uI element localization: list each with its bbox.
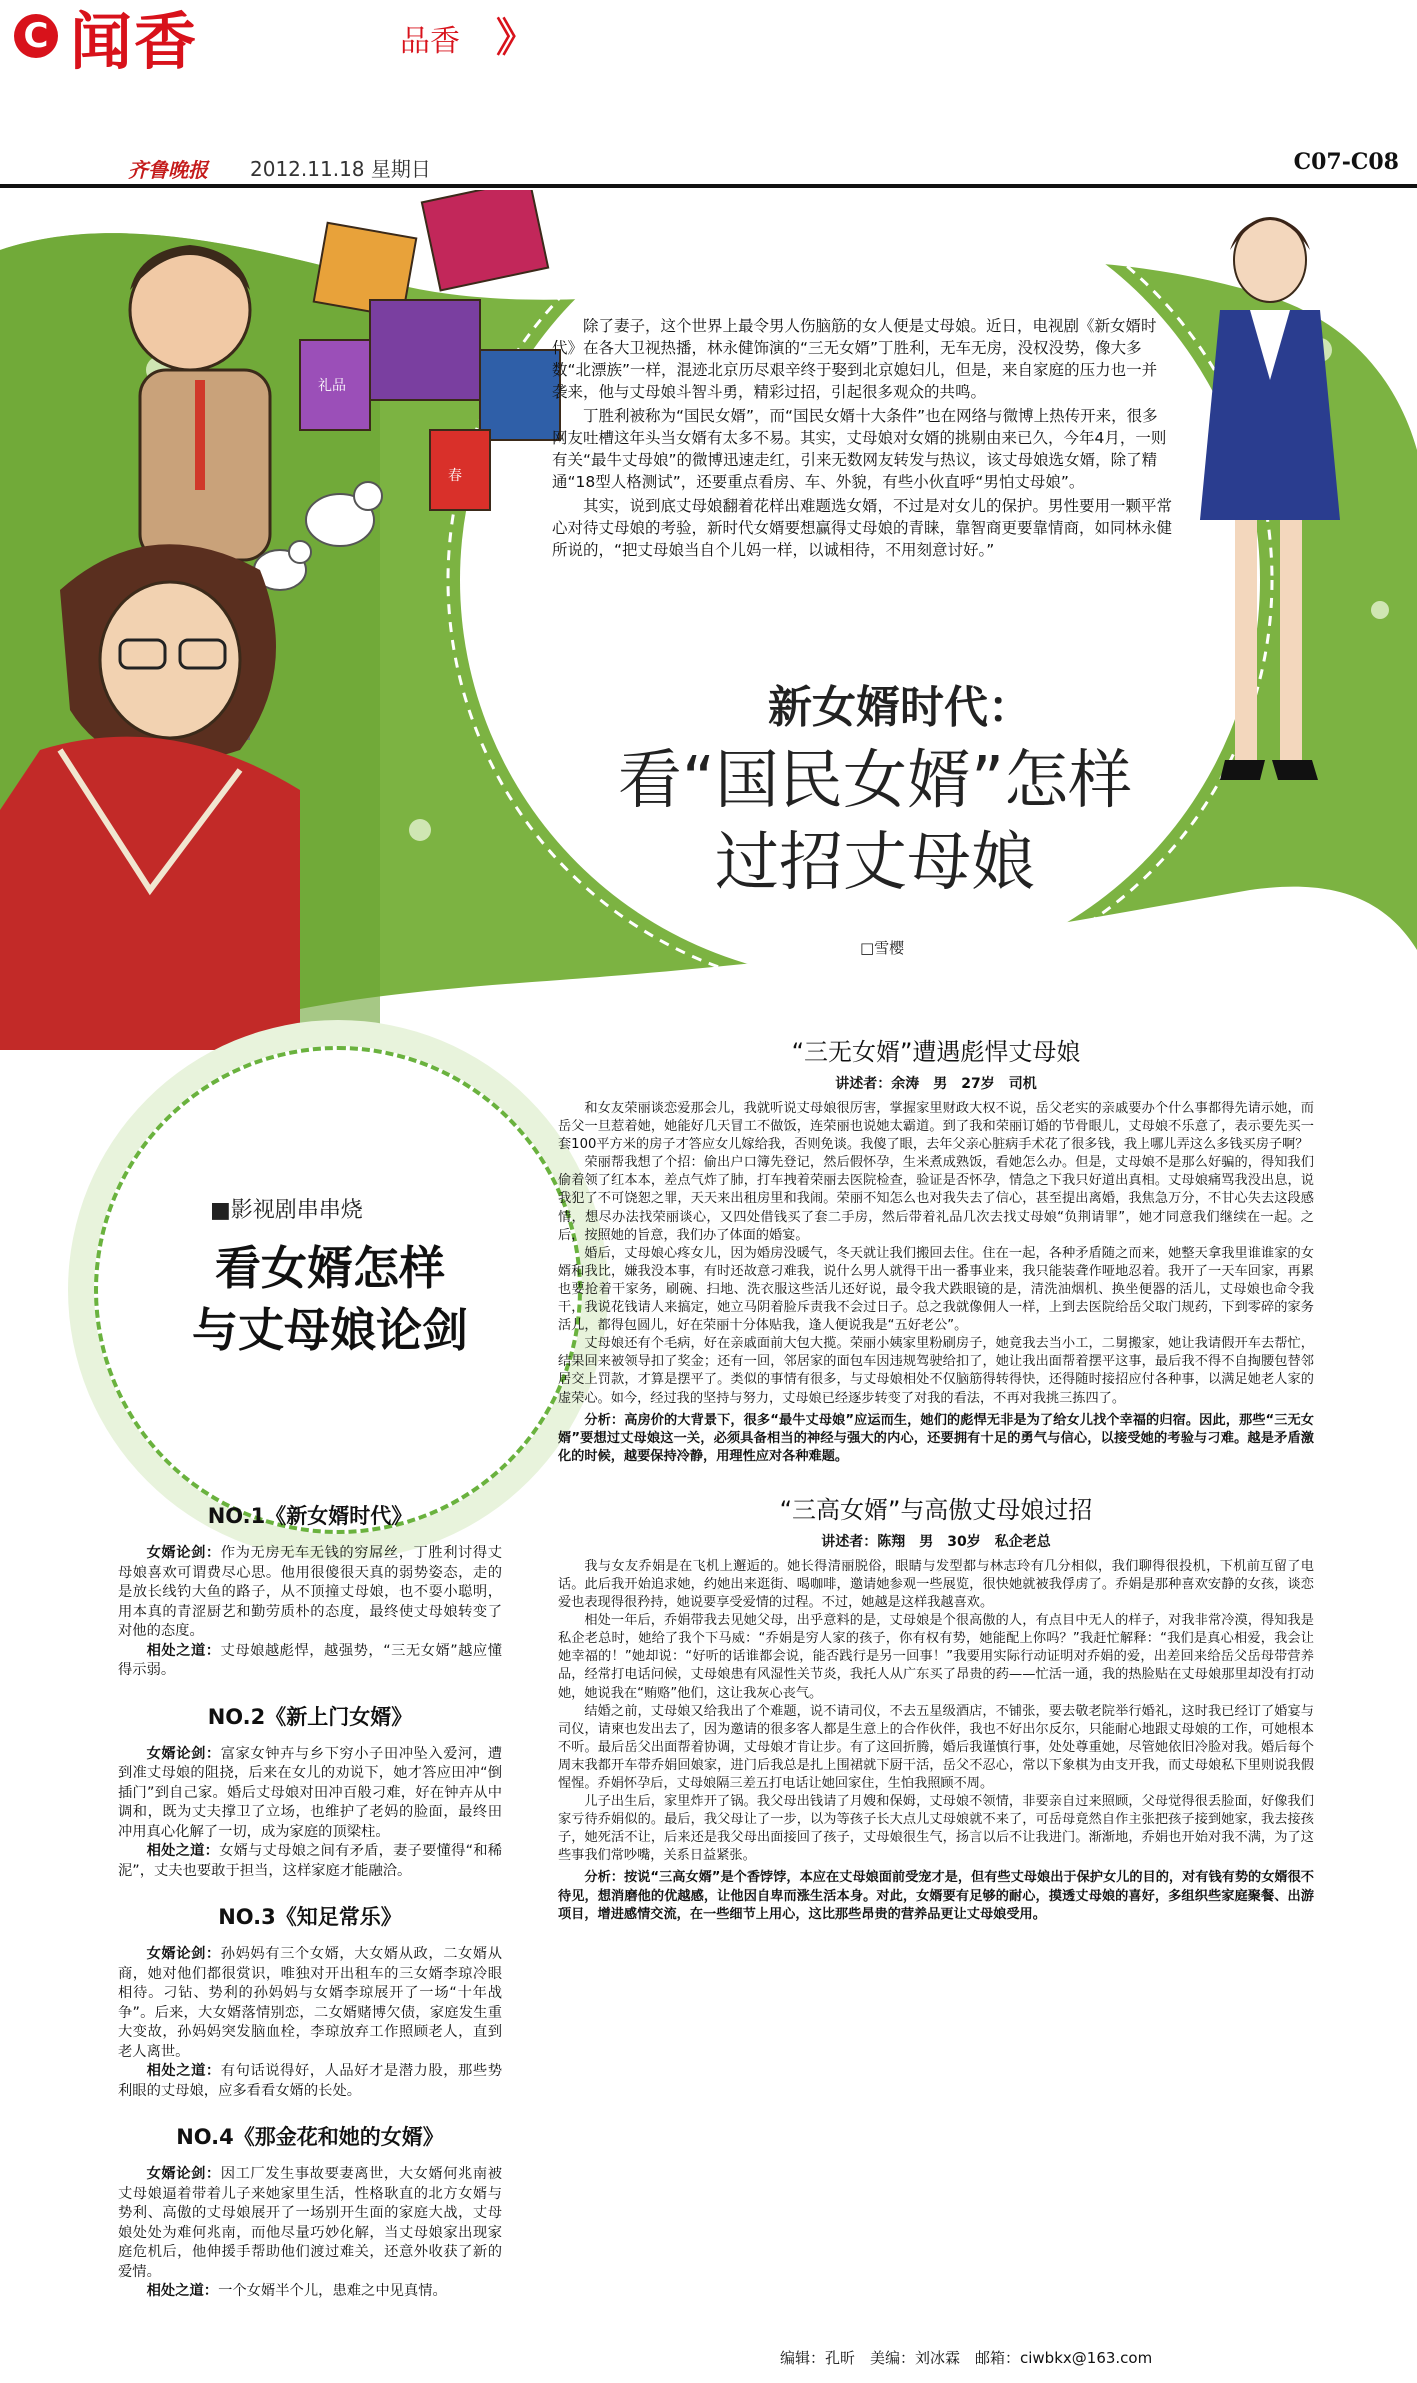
- text: 女婿与丈母娘之间有矛盾，妻子要懂得“和稀泥”，丈夫也要敢于担当，这样家庭才能融洽。: [118, 1843, 502, 1879]
- intro-paragraph: 其实，说到底丈母娘翻着花样出难题选女婿，不过是对女儿的保护。男性要用一颗平常心对待丈母娘的考验，新时代女婿要想赢得丈母娘的青睐，靠智商更要靠情商，如同林永健所说的，“把丈母娘当自个儿妈一样，以诚相待，不用刻意讨好。”: [552, 497, 1173, 559]
- sidebar-item-text: [118, 1544, 502, 1642]
- label: 相处之道：: [146, 1843, 220, 1859]
- sidebar-item-heading: NO.1《新女婿时代》: [207, 1504, 413, 1528]
- issue-date: 2012.11.18 星期日: [250, 157, 431, 181]
- header-rule: [0, 184, 1417, 188]
- headline-line-1: 看“国民女婿”怎样: [617, 744, 1133, 818]
- sidebar-item: [118, 1703, 502, 1882]
- sidebar-item: [118, 1502, 502, 1681]
- text: 一个女婿半个儿，患难之中见真情。: [218, 2283, 447, 2299]
- sidebar-item: [118, 1903, 502, 2101]
- text: 作为无房无车无钱的穷屌丝，丁胜利讨得丈母娘喜欢可谓费尽心思。他用很傻很天真的弱势姿态，走的是放长线钓大鱼的路子，从不顶撞丈母娘，也不耍小聪明，用本真的青涩厨艺和勤劳质朴的态度，最终使丈母娘转变了对他的态度。: [118, 1545, 502, 1639]
- sidebar-item-text: [118, 1642, 502, 1681]
- story-analysis: 分析：高房价的大背景下，很多“最牛丈母娘”应运而生，她们的彪悍无非是为了给女儿找个幸福的归宿。因此，那些“三无女婿”要想过丈母娘这一关，必须具备相当的神经与强大的内心，还要拥有十足的勇气与信心，以接受她的考验与刁难。越是矛盾激化的时候，越要保持冷静，用理性应对各种难题。: [558, 1412, 1314, 1464]
- text: 丈母娘越彪悍，越强势，“三无女婿”越应懂得示弱。: [118, 1642, 503, 1678]
- story-heading: “三高女婿”与高傲丈母娘过招: [779, 1495, 1093, 1524]
- story-paragraph: 荣丽帮我想了个招：偷出户口簿先登记，然后假怀孕，生米煮成熟饭，看她怎么办。但是，丈母娘不是那么好骗的，得知我们偷着领了红本本，差点气炸了肺，打车拽着荣丽去医院检查，验证是否怀孕，情急之下我只好道出真相。丈母娘痛骂我没出息，说我犯了不可饶恕之罪，天天来出租房里和我闹。荣丽不知怎么也对我失去了信心，甚至提出离婚，我焦急万分，不甘心失去这段感情，想尽办法找荣丽谈心，又四处借钱买了套二手房，然后带着礼品几次去找丈母娘“负荆请罪”，她才同意我们继续在一起。之后，按照她的旨意，我们办了体面的婚宴。: [558, 1155, 1314, 1243]
- label: 相处之道：: [146, 2283, 219, 2299]
- sidebar-list: [118, 1480, 502, 2302]
- story-byline: 讲述者：余涛 男 27岁 司机: [835, 1076, 1037, 1092]
- story-paragraph: 相处一年后，乔娟带我去见她父母，出乎意料的是，丈母娘是个很高傲的人，有点目中无人的样子，对我非常冷漠，得知我是私企老总时，她给了我个下马威：“乔娟是穷人家的孩子，你有权有势，她能配上你吗？”我赶忙解释：“我们是真心相爱，我会让她幸福的！”她却说：“好听的话谁都会说，能否践行是另一回事！”我要用实际行动证明对乔娟的爱，出差回来给岳父岳母带营养品，经常打电话问候，丈母娘患有风湿性关节炎，我托人从广东买了昂贵的药——忙活一通，我的热脸贴在丈母娘那里却没有打动她，她说我在“贿赂”他们，这让我灰心丧气。: [558, 1613, 1314, 1701]
- story-paragraph: 儿子出生后，家里炸开了锅。我父母出钱请了月嫂和保姆，丈母娘不领情，非要亲自过来照顾，父母觉得很丢脸面，好像我们家亏待乔娟似的。最后，我父母让了一步，以为等孩子长大点儿丈母娘就不来了，可岳母竟然自作主张把孩子接到她家，我去接孩子，她死活不让，后来还是我父母出面接回了孩子，丈母娘很生气，扬言以后不让我进门。渐渐地，乔娟也开始对我不满，为了这些事我们常吵嘴，关系日益紧张。: [558, 1794, 1314, 1864]
- story-1: [558, 1036, 1314, 1466]
- story-gap: [558, 1466, 1314, 1488]
- sidebar-item-text: [118, 2062, 502, 2101]
- label: 女婿论剑：: [146, 1545, 221, 1561]
- intro-paragraph: 丁胜利被称为“国民女婿”，而“国民女婿十大条件”也在网络与微博上热传开来，很多网友吐槽这年头当女婿有太多不易。其实，丈母娘对女婿的挑剔由来已久，今年4月，一则有关“最牛丈母娘”的微博迅速走红，引来无数网友转发与热议，该丈母娘选女婿，除了精通“18型人格测试”，还要重点看房、车、外貌，有些小伙直呼“男怕丈母娘”。: [552, 407, 1167, 491]
- page-range: C07-C08: [1293, 149, 1399, 175]
- headline-kicker: 新女婿时代：: [768, 682, 1032, 733]
- sidebar-item-text: [118, 1842, 502, 1881]
- story-column: [558, 1030, 1314, 1924]
- story-paragraph: 我与女友乔娟是在飞机上邂逅的。她长得清丽脱俗，眼睛与发型都与林志玲有几分相似，我们聊得很投机，下机前互留了电话。此后我开始追求她，约她出来逛街、喝咖啡，邀请她参观一些展览，很快她就被我俘虏了。乔娟是那种喜欢安静的女孩，谈恋爱也表现得很矜持，她说要享受爱情的过程。不过，她越是这样我越喜欢。: [558, 1558, 1314, 1611]
- text: 有句话说得好，人品好才是潜力股，那些势利眼的丈母娘，应多看看女婿的长处。: [118, 2063, 502, 2099]
- story-analysis: 分析：按说“三高女婿”是个香饽饽，本应在丈母娘面前受宠才是，但有些丈母娘出于保护女儿的目的，对有钱有势的女婿很不待见，想消磨他的优越感，让他因自卑而涨生活本身。对此，女婿要有足够的耐心，摸透丈母娘的喜好，多组织些家庭聚餐、出游项目，增进感情交流，在一些细节上用心，这比那些昂贵的营养品更让丈母娘受用。: [558, 1870, 1314, 1922]
- sidebar-item-heading: NO.4《那金花和她的女婿》: [176, 2125, 444, 2149]
- lantern-label: 春: [448, 468, 462, 484]
- sidebar-kicker: ■影视剧串串烧: [210, 1198, 363, 1223]
- story-2: [558, 1494, 1314, 1924]
- sidebar-item-heading: NO.2《新上门女婿》: [207, 1704, 413, 1729]
- headline-line-2: 过招丈母娘: [715, 826, 1035, 900]
- sidebar-item-heading: NO.3《知足常乐》: [218, 1905, 402, 1929]
- sidebar-title-line-1: 看女婿怎样: [215, 1241, 445, 1295]
- label: 相处之道：: [146, 1642, 221, 1659]
- chevron-right-icon: 》: [496, 15, 536, 61]
- sidebar-item-text: [118, 1745, 502, 1843]
- sidebar-item-text: [118, 1945, 502, 2062]
- intro-paragraph: 除了妻子，这个世界上最令男人伤脑筋的女人便是丈母娘。近日，电视剧《新女婿时代》在各大卫视热播，林永健饰演的“三无女婿”丁胜利，无车无房，没权没势，像大多数“北漂族”一样，混迹北京历尽艰辛终于娶到北京媳妇儿，但是，来自家庭的压力也一并袭来，他与丈母娘斗智斗勇，精彩过招，引起很多观众的共鸣。: [552, 317, 1158, 401]
- editor-credits: 编辑：孔昕 美编：刘冰霖 邮箱：ciwbkx@163.com: [780, 2349, 1153, 2367]
- story-paragraph: 婚后，丈母娘心疼女儿，因为婚房没暖气，冬天就让我们搬回去住。住在一起，各种矛盾随之而来，她整天拿我里谁谁家的女婿和我比，嫌我没本事，有时还故意刁难我，说什么男人就得干出一番事业来，我只能装聋作哑地忍着。我开了一天车回家，再累也要抢着干家务，刷碗、扫地、洗衣服这些活儿还好说，最令我犬跌眼镜的是，清洗油烟机、换坐便器的活儿，丈母娘也命令我干，我说花钱请人来搞定，她立马阴着脸斥责我不会过日子。总之我就像佣人一样，上到去医院给岳父取门规药，下到零碎的家务活儿，都得包圆儿，好在荣丽十分体贴我，逢人便说我是“五好老公”。: [558, 1245, 1314, 1334]
- text: 富家女钟卉与乡下穷小子田冲坠入爱河，遭到准丈母娘的阻挠，后来在女儿的劝说下，她才答应田冲“倒插门”到自己家。婚后丈母娘对田冲百般刁难，好在钟卉从中调和，既为丈夫撑卫了立场，也维护了老妈的脸面，最终田冲用真心化解了一切，成为家庭的顶梁柱。: [118, 1745, 502, 1840]
- newspaper-name: 齐鲁晚报: [128, 158, 208, 182]
- label: 女婿论剑：: [146, 1946, 221, 1962]
- gift-bag-label: 礼品: [318, 378, 346, 394]
- label: 相处之道：: [146, 2063, 221, 2079]
- sidebar-item-text: [118, 2165, 502, 2282]
- author-credit: □雪樱: [860, 939, 905, 957]
- story-byline: 讲述者：陈翔 男 30岁 私企老总: [821, 1533, 1051, 1550]
- masthead-title: 闻香: [70, 5, 199, 78]
- story-paragraph: 丈母娘还有个毛病，好在亲戚面前大包大揽。荣丽小姨家里粉刷房子，她竟我去当小工，二舅搬家，她让我请假开车去帮忙，结果回来被领导扣了奖金；还有一回，邻居家的面包车因违规驾驶给扣了，她让我出面帮着摆平这事，最后我不得不自掏腰包替邻居交上罚款，才算是摆平了。类似的事情有很多，与丈母娘相处不仅脑筋得转得快，还得随时接招应付各种事，以满足她老人家的虚荣心。如今，经过我的坚持与努力，丈母娘已经逐步转变了对我的看法，不再对我挑三拣四了。: [558, 1336, 1314, 1406]
- section-name: 品香: [400, 24, 460, 59]
- story-paragraph: 结婚之前，丈母娘又给我出了个难题，说不请司仪，不去五星级酒店，不铺张，要去敬老院举行婚礼，这时我已经订了婚宴与司仪，请柬也发出去了，因为邀请的很多客人都是生意上的合作伙伴，我也不好出尔反尔，只能耐心地跟丈母娘的工作，可她根本不听。最后岳父出面帮着协调，丈母娘才肯让步。有了这回折腾，婚后我谨慎行事，处处尊重她，尽管她依旧冷脸对我。婚后每个周末我都开车带乔娟回娘家，进门后我总是扎上围裙就下厨干活，岳父不忍心，常以下象棋为由支开我，而丈母娘私下里则说我假惺惺。乔娟怀孕后，丈母娘隔三差五打电话让她回家住，生怕我照顾不周。: [558, 1703, 1314, 1791]
- story-heading: “三无女婿”遭遇彪悍丈母娘: [791, 1038, 1081, 1066]
- sidebar-item: [118, 2123, 502, 2302]
- feature-intro: [552, 315, 1172, 563]
- label: 女婿论剑：: [146, 2166, 221, 2182]
- story-paragraph: 和女友荣丽谈恋爱那会儿，我就听说丈母娘很厉害，掌握家里财政大权不说，岳父老实的亲戚要办个什么事都得先请示她，而岳父一旦惹着她，她能好几天冒工不做饭，连荣丽也说她太霸道。到了我和荣丽订婚的节骨眼儿，丈母娘不乐意了，表示要先买一套100平方米的房子才答应女儿嫁给我，否则免谈。我傻了眼，去年父亲心脏病手术花了很多钱，我上哪儿弄这么多钱买房子啊？: [558, 1101, 1314, 1153]
- sidebar-title-line-2: 与丈母娘论剑: [192, 1303, 468, 1357]
- text: 因工厂发生事故要妻离世，大女婿何兆南被丈母娘逼着带着儿子来她家里生活，性格耿直的北方女婿与势利、高傲的丈母娘展开了一场别开生面的家庭大战，丈母娘处处为难何兆南，而他尽量巧妙化解，当丈母娘家出现家庭危机后，他伸援手帮助他们渡过难关，还意外收获了新的爱情。: [118, 2166, 502, 2280]
- logo-mark: C: [14, 14, 58, 58]
- text: 孙妈妈有三个女婿，大女婿从政，二女婿从商，她对他们都很赏识，唯独对开出租车的三女婿李琼冷眼相待。刁钻、势利的孙妈妈与女婿李琼展开了一场“十年战争”。后来，大女婿落情别恋，二女婿赌博欠债，家庭发生重大变故，孙妈妈突发脑血栓，李琼放弃工作照顾老人，直到老人离世。: [118, 1946, 502, 2060]
- label: 女婿论剑：: [146, 1745, 221, 1762]
- sidebar-item-text: [118, 2282, 502, 2302]
